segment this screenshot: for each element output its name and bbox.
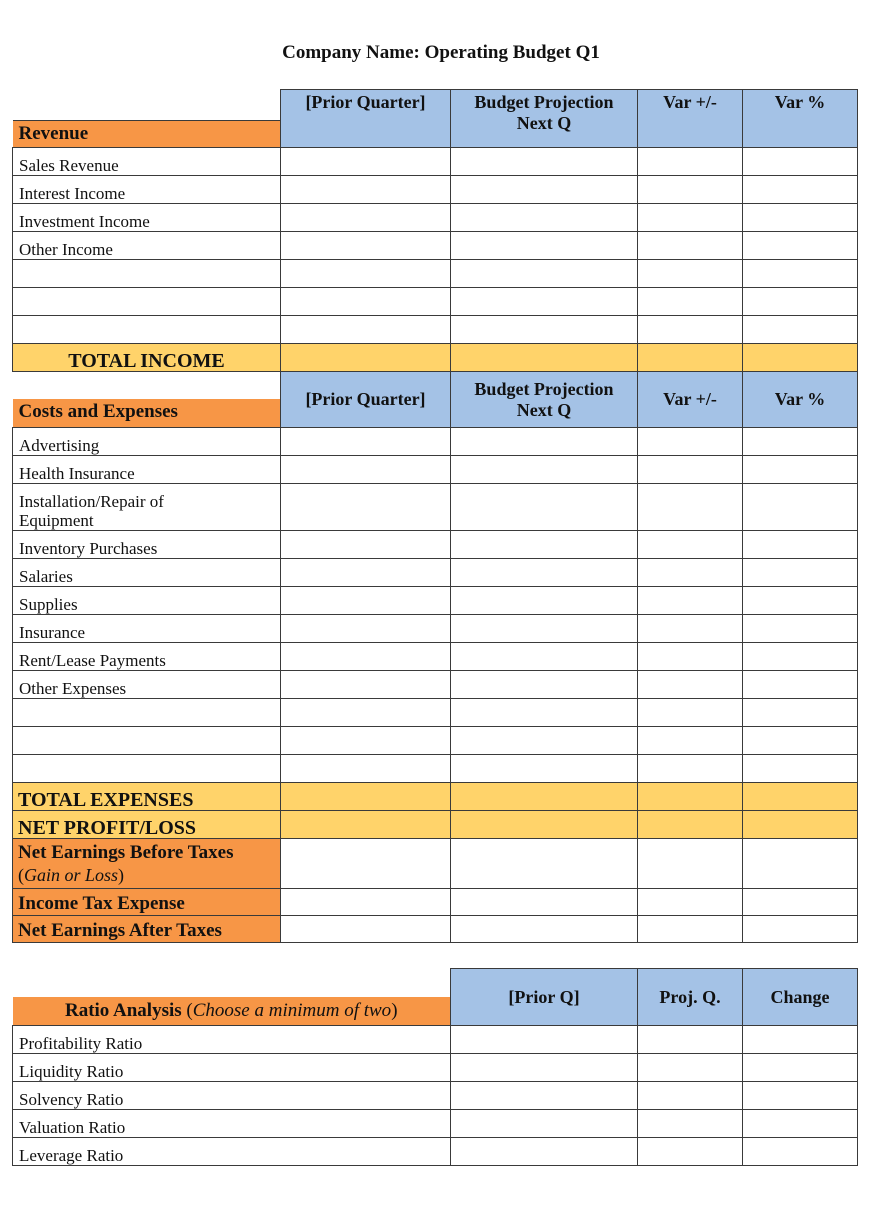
table-row — [13, 428, 858, 456]
revenue-item-label: Sales Revenue — [13, 148, 281, 176]
table-row — [13, 148, 858, 176]
cell[interactable] — [281, 699, 451, 727]
cell[interactable] — [281, 288, 451, 316]
cell[interactable] — [743, 699, 858, 727]
cell[interactable] — [281, 531, 451, 559]
net-earnings-after-taxes-label: Net Earnings After Taxes — [13, 916, 281, 943]
cell[interactable] — [13, 288, 281, 316]
net-earnings-before-taxes-label: Net Earnings Before Taxes (Gain or Loss) — [13, 839, 281, 889]
cell[interactable] — [638, 1110, 743, 1138]
cell[interactable] — [13, 727, 281, 755]
col-header-var-percent: Var % — [743, 372, 858, 428]
net-earnings-before-taxes-text: Net Earnings Before Taxes — [18, 841, 234, 863]
net-profit-loss-row — [13, 811, 858, 839]
ratio-header-row — [13, 969, 858, 1026]
revenue-item-label: Investment Income — [13, 204, 281, 232]
cell[interactable] — [638, 316, 743, 344]
col-header-var-amount: Var +/- — [638, 90, 743, 148]
cell[interactable] — [451, 484, 638, 531]
cell[interactable] — [451, 288, 638, 316]
cell[interactable] — [451, 587, 638, 615]
expense-item-label: Installation/Repair of Equipment — [13, 484, 281, 531]
cell[interactable] — [13, 260, 281, 288]
col-header-prior-quarter: [Prior Quarter] — [281, 372, 451, 428]
revenue-item-label: Other Income — [13, 232, 281, 260]
cell[interactable] — [281, 260, 451, 288]
cell[interactable] — [743, 1026, 858, 1054]
cell[interactable] — [638, 839, 743, 889]
cell[interactable] — [638, 587, 743, 615]
expense-item-label: Insurance — [13, 615, 281, 643]
ratio-col-header-projected: Proj. Q. — [638, 969, 743, 1026]
expense-item-label: Other Expenses — [13, 671, 281, 699]
cell[interactable] — [638, 260, 743, 288]
cell[interactable] — [451, 699, 638, 727]
cell[interactable] — [281, 727, 451, 755]
cell[interactable] — [638, 232, 743, 260]
expense-item-label: Inventory Purchases — [13, 531, 281, 559]
cell[interactable] — [638, 671, 743, 699]
cell[interactable] — [451, 671, 638, 699]
cell[interactable] — [638, 727, 743, 755]
table-row — [13, 699, 858, 727]
expenses-header-row — [13, 372, 858, 428]
total-income-row — [13, 344, 858, 372]
cell[interactable] — [743, 727, 858, 755]
cell[interactable] — [451, 1110, 638, 1138]
cell[interactable] — [638, 615, 743, 643]
cell[interactable] — [638, 811, 743, 839]
cell[interactable] — [281, 176, 451, 204]
net-profit-loss-label: NET PROFIT/LOSS — [13, 811, 281, 839]
table-row — [13, 755, 858, 783]
cell[interactable] — [451, 727, 638, 755]
table-row — [13, 316, 858, 344]
cell[interactable] — [743, 1110, 858, 1138]
cell[interactable] — [281, 232, 451, 260]
total-expenses-row — [13, 783, 858, 811]
cell[interactable] — [281, 559, 451, 587]
cell[interactable] — [743, 428, 858, 456]
col-header-budget-projection: Budget Projection Next Q — [451, 90, 638, 148]
cell[interactable] — [281, 811, 451, 839]
cell[interactable] — [13, 316, 281, 344]
cell[interactable] — [743, 889, 858, 916]
cell[interactable] — [281, 148, 451, 176]
cell[interactable] — [451, 755, 638, 783]
cell[interactable] — [638, 783, 743, 811]
cell[interactable] — [743, 1138, 858, 1166]
table-row — [13, 559, 858, 587]
cell[interactable] — [743, 316, 858, 344]
table-row — [13, 1026, 858, 1054]
cell[interactable] — [743, 559, 858, 587]
cell[interactable] — [281, 643, 451, 671]
cell[interactable] — [638, 1138, 743, 1166]
table-row — [13, 1054, 858, 1082]
gain-or-loss-note: Gain or Loss — [24, 864, 119, 885]
cell[interactable] — [13, 699, 281, 727]
cell[interactable] — [638, 456, 743, 484]
cell[interactable] — [451, 232, 638, 260]
table-row — [13, 260, 858, 288]
ratio-item-label: Profitability Ratio — [13, 1026, 451, 1054]
cell[interactable] — [281, 755, 451, 783]
cell[interactable] — [451, 456, 638, 484]
cell[interactable] — [638, 889, 743, 916]
cell[interactable] — [638, 204, 743, 232]
ratio-heading: Ratio Analysis (Choose a minimum of two) — [13, 969, 451, 1026]
cell[interactable] — [743, 783, 858, 811]
cell[interactable] — [451, 344, 638, 372]
cell[interactable] — [743, 916, 858, 943]
cell[interactable] — [743, 755, 858, 783]
table-row — [13, 204, 858, 232]
cell[interactable] — [743, 1082, 858, 1110]
cell[interactable] — [281, 783, 451, 811]
cell[interactable] — [638, 428, 743, 456]
cell[interactable] — [743, 148, 858, 176]
ratio-item-label: Liquidity Ratio — [13, 1054, 451, 1082]
cell[interactable] — [743, 288, 858, 316]
cell[interactable] — [451, 643, 638, 671]
ratio-item-label: Valuation Ratio — [13, 1110, 451, 1138]
total-income-label: TOTAL INCOME — [13, 344, 281, 372]
table-row — [13, 1110, 858, 1138]
cell[interactable] — [743, 232, 858, 260]
cell[interactable] — [281, 204, 451, 232]
cell[interactable] — [638, 344, 743, 372]
cell[interactable] — [281, 316, 451, 344]
cell[interactable] — [451, 176, 638, 204]
cell[interactable] — [638, 1026, 743, 1054]
expense-item-label: Supplies — [13, 587, 281, 615]
cell[interactable] — [638, 288, 743, 316]
cell[interactable] — [451, 1138, 638, 1166]
table-row — [13, 671, 858, 699]
cell[interactable] — [638, 1082, 743, 1110]
cell[interactable] — [281, 889, 451, 916]
cell[interactable] — [638, 916, 743, 943]
cell[interactable] — [451, 811, 638, 839]
cell[interactable] — [281, 615, 451, 643]
col-header-var-percent: Var % — [743, 90, 858, 148]
cell[interactable] — [451, 1054, 638, 1082]
cell[interactable] — [451, 316, 638, 344]
table-row — [13, 176, 858, 204]
table-row — [13, 727, 858, 755]
cell[interactable] — [638, 176, 743, 204]
cell[interactable] — [638, 148, 743, 176]
operating-budget-table — [12, 89, 858, 943]
revenue-header-row — [13, 90, 858, 148]
cell[interactable] — [451, 916, 638, 943]
expense-item-label: Health Insurance — [13, 456, 281, 484]
cell[interactable] — [743, 671, 858, 699]
cell[interactable] — [743, 456, 858, 484]
ratio-heading-note: Choose a minimum of two — [192, 1000, 392, 1021]
cell[interactable] — [281, 671, 451, 699]
cell[interactable] — [743, 260, 858, 288]
cell[interactable] — [451, 260, 638, 288]
cell[interactable] — [281, 587, 451, 615]
cell[interactable] — [743, 531, 858, 559]
cell[interactable] — [638, 755, 743, 783]
cell[interactable] — [281, 484, 451, 531]
revenue-item-label: Interest Income — [13, 176, 281, 204]
cell[interactable] — [638, 531, 743, 559]
ratio-item-label: Leverage Ratio — [13, 1138, 451, 1166]
cell[interactable] — [13, 755, 281, 783]
table-row — [13, 288, 858, 316]
cell[interactable] — [743, 587, 858, 615]
ratio-analysis-table — [12, 968, 858, 1166]
cell[interactable] — [638, 559, 743, 587]
income-tax-expense-label: Income Tax Expense — [13, 889, 281, 916]
table-row — [13, 587, 858, 615]
revenue-heading: Revenue — [13, 90, 281, 148]
cell[interactable] — [743, 811, 858, 839]
cell[interactable] — [743, 1054, 858, 1082]
cell[interactable] — [451, 783, 638, 811]
expense-item-label: Advertising — [13, 428, 281, 456]
expenses-heading: Costs and Expenses — [13, 372, 281, 428]
cell[interactable] — [743, 615, 858, 643]
cell[interactable] — [743, 344, 858, 372]
cell[interactable] — [451, 615, 638, 643]
table-row — [13, 484, 858, 531]
table-row — [13, 232, 858, 260]
cell[interactable] — [638, 484, 743, 531]
col-header-var-amount: Var +/- — [638, 372, 743, 428]
table-row — [13, 531, 858, 559]
table-row — [13, 1138, 858, 1166]
cell[interactable] — [281, 839, 451, 889]
cell[interactable] — [451, 531, 638, 559]
cell[interactable] — [281, 344, 451, 372]
table-row — [13, 1082, 858, 1110]
ratio-heading-title: Ratio Analysis — [64, 1000, 182, 1021]
cell[interactable] — [451, 559, 638, 587]
total-expenses-label: TOTAL EXPENSES — [13, 783, 281, 811]
table-row — [13, 456, 858, 484]
cell[interactable] — [743, 643, 858, 671]
table-row — [13, 643, 858, 671]
cell[interactable] — [743, 839, 858, 889]
ratio-item-label: Solvency Ratio — [13, 1082, 451, 1110]
cell[interactable] — [743, 484, 858, 531]
cell[interactable] — [281, 428, 451, 456]
cell[interactable] — [281, 456, 451, 484]
cell[interactable] — [638, 1054, 743, 1082]
cell[interactable] — [743, 176, 858, 204]
cell[interactable] — [451, 204, 638, 232]
page-title: Company Name: Operating Budget Q1 — [282, 42, 600, 63]
ratio-col-header-change: Change — [743, 969, 858, 1026]
net-earnings-after-taxes-row — [13, 916, 858, 943]
income-tax-expense-row — [13, 889, 858, 916]
cell[interactable] — [451, 889, 638, 916]
expense-item-label: Rent/Lease Payments — [13, 643, 281, 671]
cell[interactable] — [451, 839, 638, 889]
net-earnings-before-taxes-row — [13, 839, 858, 889]
col-header-budget-projection: Budget Projection Next Q — [451, 372, 638, 428]
cell[interactable] — [743, 204, 858, 232]
cell[interactable] — [638, 699, 743, 727]
ratio-col-header-prior: [Prior Q] — [451, 969, 638, 1026]
cell[interactable] — [451, 148, 638, 176]
expense-item-label: Salaries — [13, 559, 281, 587]
cell[interactable] — [451, 1082, 638, 1110]
col-header-prior-quarter: [Prior Quarter] — [281, 90, 451, 148]
table-row — [13, 615, 858, 643]
cell[interactable] — [451, 1026, 638, 1054]
cell[interactable] — [638, 643, 743, 671]
cell[interactable] — [451, 428, 638, 456]
cell[interactable] — [281, 916, 451, 943]
